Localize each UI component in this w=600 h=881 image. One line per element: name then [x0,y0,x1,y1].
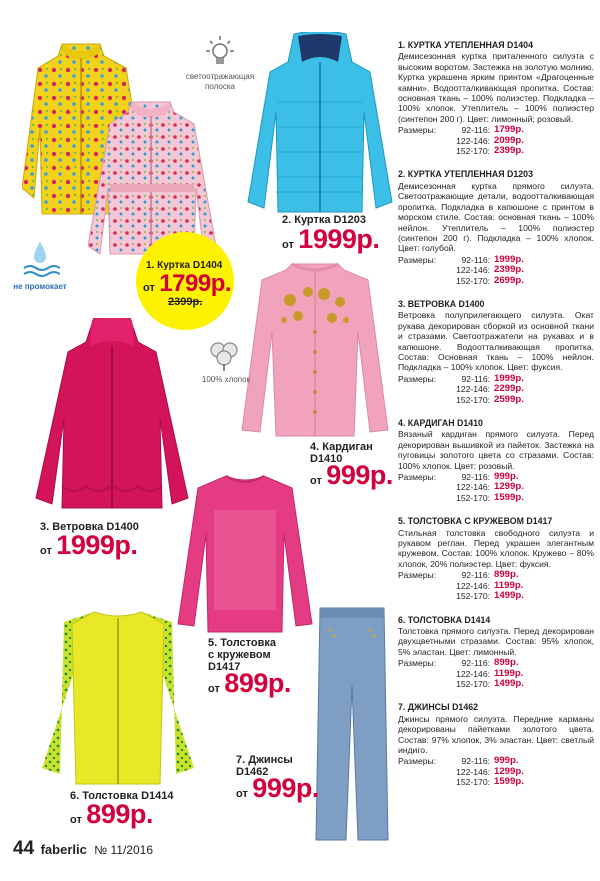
page-footer [13,838,153,860]
label-5-name: 5. Толстовка с кружевом D1417 [208,637,277,673]
label-3-price: от 1999р. [40,530,138,560]
label-5-price: от 899р. [208,668,291,698]
description-text: Ветровка полуприлегающего силуэта. Окат рукава декорирован сборкой из основной ткани и стразами. Светоотражатели на рукавах и в капюшоне. Водоотталкивающая пропитка. Состав: Основная ткань – 100% нейлон. Подкладка – 100% хлопок. Цвет: фуксия. [398,310,594,373]
cotton-label: 100% хлопок [201,375,251,384]
label-2-price: от 1999р. [282,224,380,254]
description-title: 7. ДЖИНСЫ D1462 [398,702,479,713]
description-title: 6. ТОЛСТОВКА D1414 [398,614,491,625]
description-title: 1. КУРТКА УТЕПЛЕННАЯ D1404 [398,40,533,50]
size-table: Размеры: 92-116: 1799р. 122-146: 2099р. 152-170: 2399р. [398,124,524,157]
yellow-sweatshirt-image [40,608,196,788]
size-table: Размеры: 92-116: 899р. 122-146: 1199р. 152-170: 1499р. [398,569,524,602]
waterproof-label: не промокает [13,282,67,291]
label-7-price: от 999р. [236,773,319,803]
label-7-name: 7. Джинсы D1462 [236,754,293,778]
label-4-name: 4. Кардиган D1410 [310,441,373,465]
description-text: Толстовка прямого силуэта. Перед декорирован двухцветными стразами. Состав: 95% хлопок, 5% эластан. Цвет: лимонный. [398,625,594,657]
description-block [398,418,594,503]
label-1-name: 1. Куртка D1404 [146,260,223,271]
label-1-price: от 1799р. [143,270,232,297]
description-block [398,615,594,690]
description-text: Демисезонная куртка приталенного силуэта с высоким воротом. Застежка на золотую молнию. Куртка украшена ярким принтом «Драгоценные камни». Водоотталкивающая пропитка. Состав: основная ткань – 100% полиэстер. Подкладка – 100% хлопок. Утеплитель – 100% полиэстер (синтепон 200 г). Цвет: лимонный; розовый. [398,51,594,124]
windbreaker-image [34,318,190,514]
issue-number: № 11/2016 [94,843,153,857]
size-table: Размеры: 92-116: 1999р. 122-146: 2399р. 152-170: 2699р. [398,253,524,286]
description-title: 5. ТОЛСТОВКА С КРУЖЕВОМ D1417 [398,516,553,527]
label-6-name: 6. Толстовка D1414 [70,790,174,802]
description-title: 4. КАРДИГАН D1410 [398,418,483,428]
description-block [398,702,594,787]
label-2-name: 2. Куртка D1203 [282,214,366,226]
waterproof-icon [20,240,60,278]
size-table: Размеры: 92-116: 1999р. 122-146: 2299р. 152-170: 2599р. [398,372,524,405]
brand-name: faberlic [40,842,87,857]
description-block [398,40,594,156]
sweatshirt-lace-image [176,474,314,634]
description-title: 2. КУРТКА УТЕПЛЕННАЯ D1203 [398,169,533,180]
jeans-image [312,606,392,842]
size-table: Размеры: 92-116: 999р. 122-146: 1299р. 152-170: 1599р. [398,755,524,788]
blue-jacket-image [246,32,394,214]
cotton-icon [206,338,242,372]
size-table: Размеры: 92-116: 999р. 122-146: 1299р. 152-170: 1599р. [398,471,524,503]
label-1-old-price: 2399р. [168,296,203,308]
description-text: Вязаный кардиган прямого силуэта. Перед декорирован вышивкой из пайеток. Застежка на пуговицы золотого цвета со стразами. Состав: 100% хлопок. Цвет: розовый. [398,429,594,471]
description-block [398,516,594,601]
descriptions-column [398,40,594,801]
description-block [398,299,594,405]
description-title: 3. ВЕТРОВКА D1400 [398,298,485,309]
label-6-price: от 899р. [70,799,153,829]
description-text: Демисезонная куртка прямого силуэта. Светоотражающие детали, водоотталкивающая пропитка. Подкладка в капюшоне с принтом в морском стиле. Состав: основная ткань – 100% нейлон. Утеплитель – 100% полиэстер (синтепон 200 г). Подкладка – 100% хлопок. Цвет: голубой. [398,180,594,254]
reflective-label: светоотражающая полоска [185,72,255,91]
label-3-name: 3. Ветровка D1400 [40,521,139,533]
lightbulb-icon [200,34,240,70]
description-text: Стильная толстовка свободного силуэта и рукавом реглан. Перед украшен элегантным кружевом. Состав: 100% хлопок. Кружево – 80% хлопок, 20% полиэстер. Цвет: фуксия. [398,527,594,569]
cardigan-image [240,262,390,438]
label-4-price: от 999р. [310,460,393,490]
description-text: Джинсы прямого силуэта. Передние карманы декорированы пайетками золотого цвета. Состав: 97% хлопок, 3% эластан. Цвет: светлый индиго. [398,713,594,755]
size-table: Размеры: 92-116: 899р. 122-146: 1199р. 152-170: 1499р. [398,657,524,689]
page-number: 44 [13,838,35,859]
description-block [398,169,594,285]
